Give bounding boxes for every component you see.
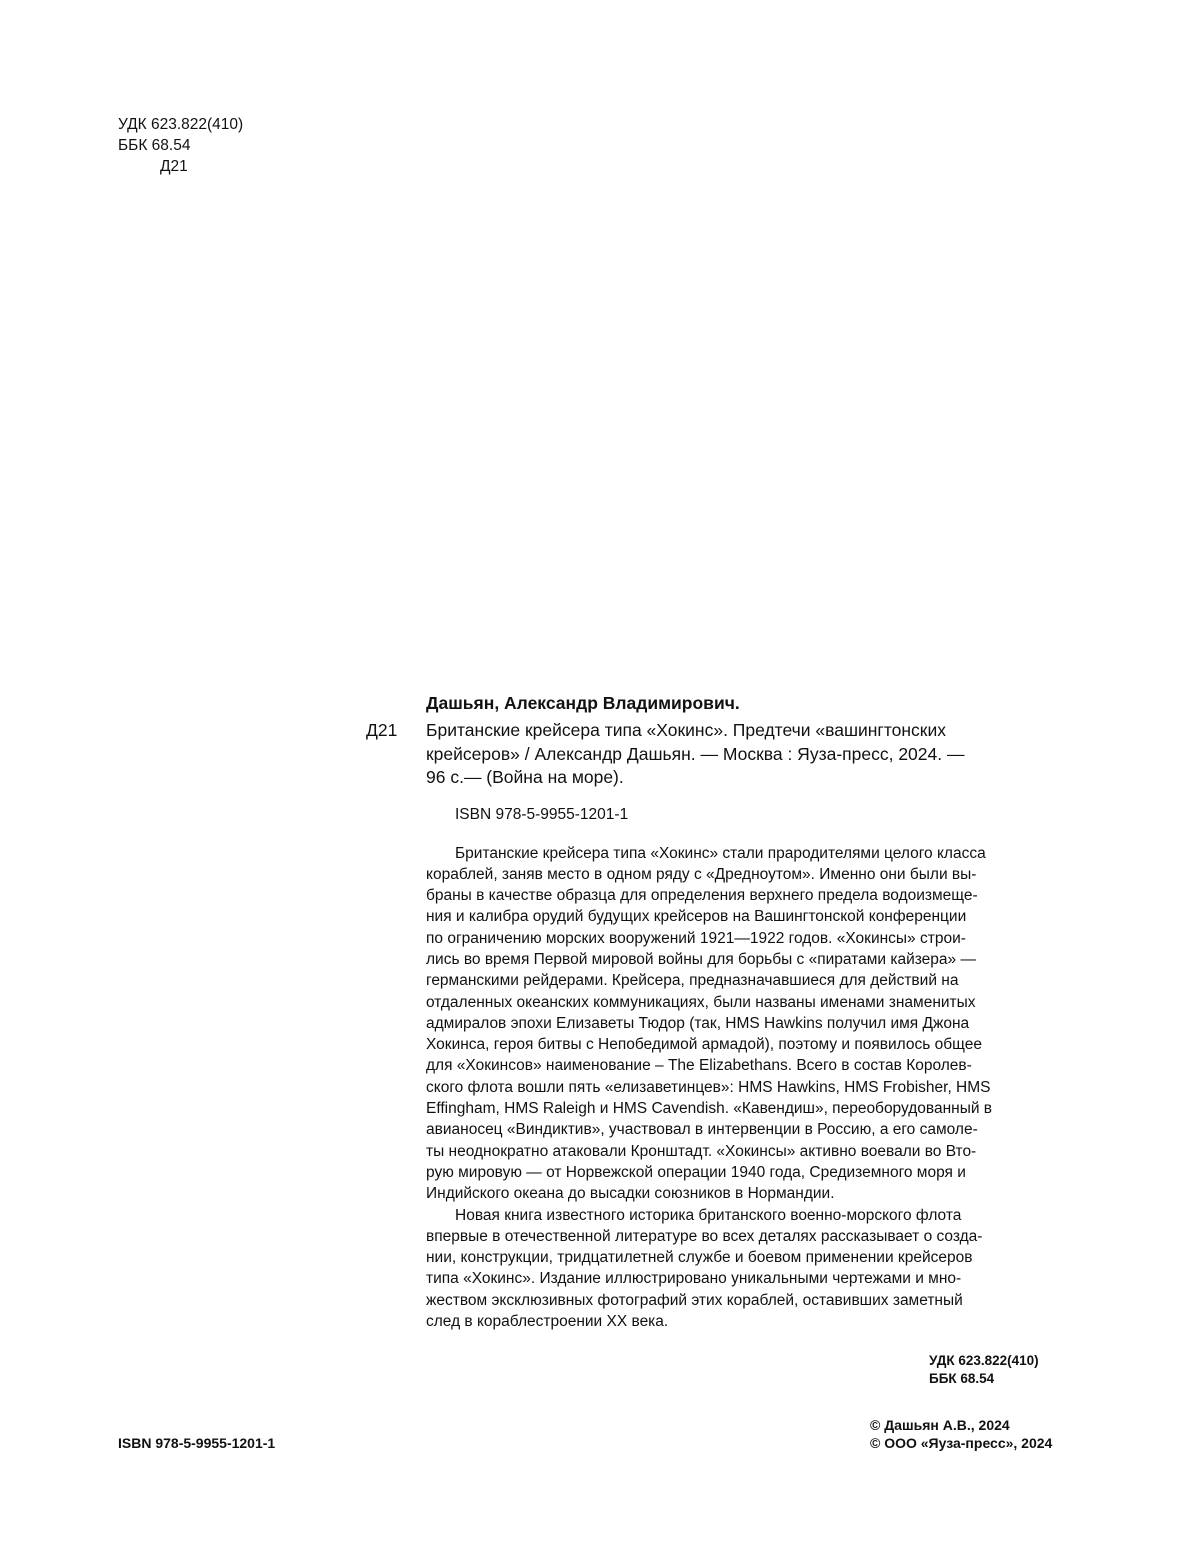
entry-author-mark: Д21 [366,720,398,740]
annotation [426,843,1076,1333]
annotation-line: Индийского океана до высадки союзников в Нормандии. [426,1185,835,1203]
annotation-line: Британские крейсера типа «Хокинс» стали прародителями целого класса [455,844,986,862]
bib-line: крейсеров» / Александр Дашьян. — Москва : Яуза-пресс, 2024. — [426,743,965,764]
annotation-line: Хокинса, героя битвы с Непобедимой армадой), поэтому и появилось общее [426,1036,982,1054]
annotation-line: ты неоднократно атаковали Кронштадт. «Хокинсы» активно воевали во Вто- [426,1142,977,1160]
annotation-line: Effingham, HMS Raleigh и HMS Cavendish. «Кавендиш», переоборудованный в [426,1100,993,1118]
annotation-line: след в кораблестроении XX века. [426,1313,669,1331]
copyright-publisher: © ООО «Яуза-пресс», 2024 [870,1435,1053,1451]
entry-author: Дашьян, Александр Владимирович. [426,693,740,713]
annotation-line: отдаленных океанских коммуникациях, были названы именами знаменитых [426,993,976,1011]
copyright-block [870,1416,1052,1452]
annotation-line: типа «Хокинс». Издание иллюстрировано уникальными чертежами и мно- [426,1270,962,1288]
annotation-line: рую мировую — от Норвежской операции 1940 года, Средиземного моря и [426,1163,966,1181]
bib-line: 96 с.— (Война на море). [426,767,624,787]
bib-line: Британские крейсера типа «Хокинс». Предтечи «вашингтонских [426,720,946,740]
annotation-line: германскими рейдерами. Крейсера, предназначавшиеся для действий на [426,972,959,990]
classification-codes-top [118,114,243,177]
annotation-line: браны в качестве образца для определения верхнего предела водоизмеще- [426,887,978,905]
author-mark: Д21 [160,158,188,175]
annotation-line: кораблей, заняв место в одном ряду с «Дредноутом». Именно они были вы- [426,865,977,883]
isbn-bottom: ISBN 978-5-9955-1201-1 [118,1435,276,1451]
classification-codes-bottom [929,1352,1039,1387]
annotation-line: ния и калибра орудий будущих крейсеров на Вашингтонской конференции [426,908,967,926]
annotation-line: авианосец «Виндиктив», участвовал в интервенции в Россию, а его самоле- [426,1121,978,1139]
bbk-code: ББК 68.54 [118,137,191,154]
entry-bibliographic-description [426,719,1076,790]
bibliographic-entry [366,692,1076,1332]
annotation-line: нии, конструкции, тридцатилетней службе и боевом применении крейсеров [426,1249,973,1267]
udk-code-bottom: УДК 623.822(410) [929,1353,1039,1368]
entry-title-row [366,719,1076,790]
annotation-line: лись во время Первой мировой войны для борьбы с «пиратами кайзера» — [426,950,976,968]
annotation-line: Новая книга известного историка британского военно-морского флота [455,1206,962,1224]
annotation-line: ского флота вошли пять «елизаветинцев»: HMS Hawkins, HMS Frobisher, HMS [426,1078,991,1096]
annotation-line: впервые в отечественной литературе во всех деталях рассказывает о созда- [426,1227,983,1245]
annotation-line: жеством эксклюзивных фотографий этих кораблей, оставивших заметный [426,1291,963,1309]
annotation-line: по ограничению морских вооружений 1921—1922 годов. «Хокинсы» строи- [426,929,966,947]
annotation-line: для «Хокинсов» наименование – The Elizabethans. Всего в состав Королев- [426,1057,972,1075]
bbk-code-bottom: ББК 68.54 [929,1370,995,1386]
udk-code: УДК 623.822(410) [118,116,244,133]
annotation-line: адмиралов эпохи Елизаветы Тюдор (так, HMS Hawkins получил имя Джона [426,1014,970,1032]
copyright-author: © Дашьян А.В., 2024 [870,1417,1010,1433]
entry-isbn: ISBN 978-5-9955-1201-1 [455,805,629,823]
